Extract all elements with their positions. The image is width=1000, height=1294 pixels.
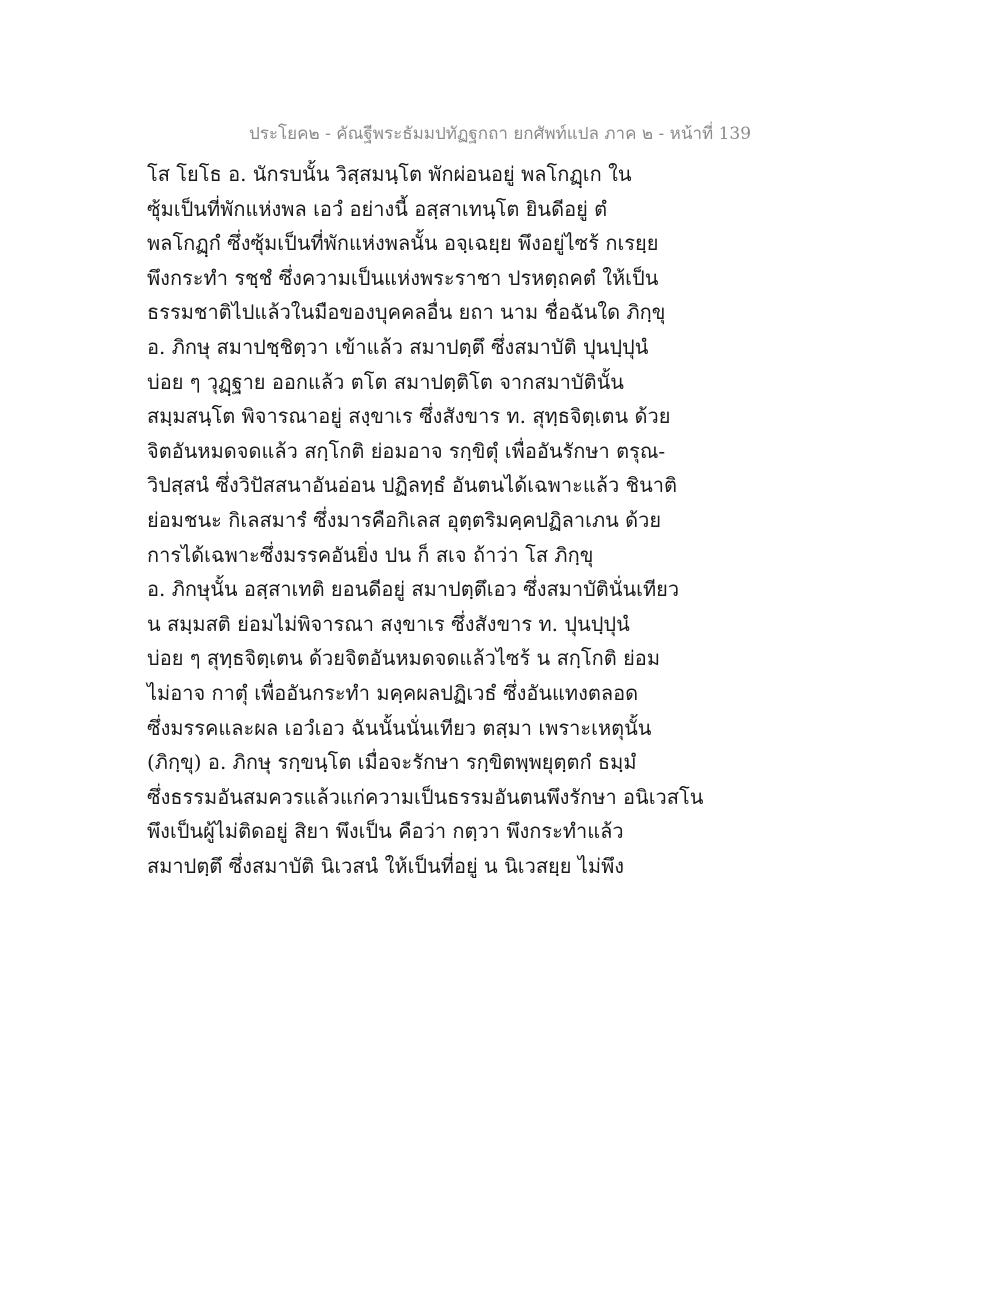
text-line: พึงกระทำ รชฺชํ ซึ่งความเป็นแห่งพระราชา ปรหตฺถคตํ ให้เป็น (147, 265, 659, 290)
text-line: อ. ภิกษุ สมาปชฺชิตฺวา เข้าแล้ว สมาปตฺตึ ซึ่งสมาบัติ ปุนปฺปุนํ (147, 334, 649, 359)
text-line: โส โยโธ อ. นักรบนั้น วิสฺสมนฺโต พักผ่อนอยู่ พลโกฏฺเก ใน (147, 162, 632, 186)
running-head: ประโยค๒ - คัณฐีพระธัมมปทัฏฐกถา ยกศัพท์แปล ภาค ๒ - หน้าที่ 139 (248, 124, 752, 144)
text-line: การได้เฉพาะซึ่งมรรคอันยิ่ง ปน ก็ สเจ ถ้าว่า โส ภิกฺขุ (147, 542, 594, 567)
text-line: ซึ่งธรรมอันสมควรแล้วแก่ความเป็นธรรมอันตนพึงรักษา อนิเวสโน (147, 784, 704, 809)
text-line: อ. ภิกษุนั้น อสฺสาเทติ ยอนดีอยู่ สมาปตฺตึเอว ซึ่งสมาบัตินั่นเทียว (147, 577, 680, 602)
text-line: สมาปตฺตึ ซึ่งสมาบัติ นิเวสนํ ให้เป็นที่อยู่ น นิเวสยฺย ไม่พึง (147, 853, 625, 878)
body-text (147, 157, 867, 883)
text-line: ซึ่งมรรคและผล เอวํเอว ฉันนั้นนั่นเทียว ตสฺมา เพราะเหตุนั้น (147, 715, 652, 740)
text-line: พลโกฏฺกํ ซึ่งซุ้มเป็นที่พักแห่งพลนั้น อจฺเฉยฺย พึงอยู่ไซร้ กเรยฺย (147, 231, 659, 256)
text-line: น สมฺมสติ ย่อมไม่พิจารณา สงฺขาเร ซึ่งสังขาร ท. ปุนปฺปุนํ (147, 611, 630, 636)
text-line: บ่อย ๆ สุทฺธจิตฺเตน ด้วยจิตอันหมดจดแล้วไซร้ น สกฺโกติ ย่อม (147, 646, 660, 671)
text-line: พึงเป็นผู้ไม่ติดอยู่ สิยา พึงเป็น คือว่า กตฺวา พึงกระทำแล้ว (147, 819, 624, 844)
text-line: ย่อมชนะ กิเลสมารํ ซึ่งมารคือกิเลส อุตฺตริมคฺคปฏิลาเภน ด้วย (147, 507, 662, 532)
text-line: สมฺมสนฺโต พิจารณาอยู่ สงฺขาเร ซึ่งสังขาร ท. สุทฺธจิตฺเตน ด้วย (147, 404, 671, 429)
text-line: ไม่อาจ กาตุํ เพื่ออันกระทำ มคฺคผลปฏิเวธํ ซึ่งอันแทงตลอด (147, 680, 639, 705)
text-line: (ภิกฺขุ) อ. ภิกษุ รกฺขนฺโต เมื่อจะรักษา รกฺขิตพฺพยุตฺตกํ ธมฺมํ (147, 750, 637, 775)
text-line: ธรรมชาติไปแล้วในมือของบุคคลอื่น ยถา นาม ชื่อฉันใด ภิกฺขุ (147, 300, 666, 325)
text-line: วิปสฺสนํ ซึ่งวิปัสสนาอันอ่อน ปฏิลทฺธํ อันตนได้เฉพาะแล้ว ชินาติ (147, 473, 678, 498)
text-line: จิตอันหมดจดแล้ว สกฺโกติ ย่อมอาจ รกฺขิตุํ เพื่ออันรักษา ตรุณ- (147, 438, 666, 463)
text-line: ซุ้มเป็นที่พักแห่งพล เอวํ อย่างนี้ อสฺสาเทนฺโต ยินดีอยู่ ตํ (147, 196, 608, 221)
text-line: บ่อย ๆ วุฏฺฐาย ออกแล้ว ตโต สมาปตฺติโต จากสมาบัตินั้น (147, 369, 624, 394)
